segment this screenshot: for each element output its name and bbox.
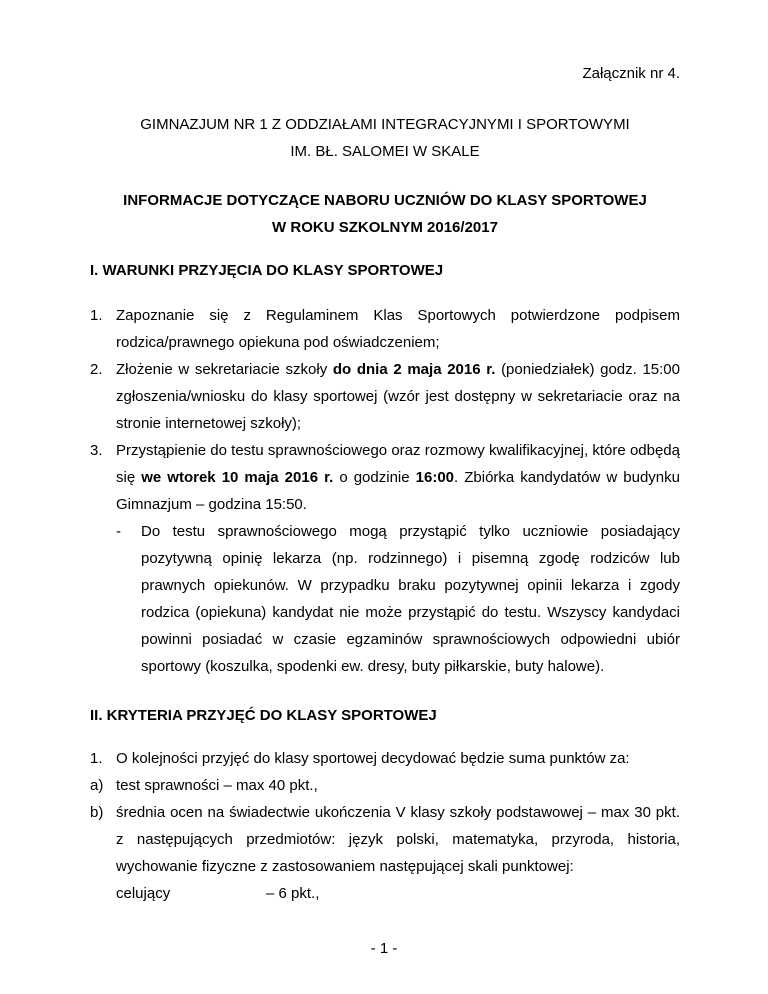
list-item-a — [90, 772, 680, 799]
grade-points: – 6 pkt., — [266, 885, 320, 902]
section-2-heading: II. KRYTERIA PRZYJĘĆ DO KLASY SPORTOWEJ — [90, 707, 437, 724]
bold-test-time: 16:00 — [415, 469, 455, 486]
list-item-1 — [90, 302, 680, 356]
list-item-a-text: test sprawności – max 40 pkt., — [116, 777, 318, 794]
list-marker-II-1: 1. — [90, 750, 103, 767]
attachment-label: Załącznik nr 4. — [582, 65, 680, 82]
list-marker-3: 3. — [90, 442, 103, 459]
section-1-heading: I. WARUNKI PRZYJĘCIA DO KLASY SPORTOWEJ — [90, 262, 444, 279]
list-marker-1: 1. — [90, 307, 103, 324]
list-item-2 — [90, 356, 680, 437]
school-name-line-2: IM. BŁ. SALOMEI W SKALE — [290, 143, 480, 160]
list-item-1-text: Zapoznanie się z Regulaminem Klas Sportowych potwierdzone podpisem rodzica/prawnego opiekuna pod oświadczeniem; — [116, 307, 680, 351]
text-segment: (poniedziałek) godz. 15:00 zgłoszenia/wniosku do klasy sportowej (wzór jest dostępny w sekretariacie oraz na stronie internetowej szkoły); — [116, 361, 680, 432]
school-name — [90, 111, 680, 165]
list-item-b-text: średnia ocen na świadectwie ukończenia V klasy szkoły podstawowej – max 30 pkt. z następujących przedmiotów: język polski, matematyka, przyroda, historia, wychowanie fizyczne z zastosowaniem następującej skali punktowej: — [116, 804, 680, 875]
title-line-1: INFORMACJE DOTYCZĄCE NABORU UCZNIÓW DO KLASY SPORTOWEJ — [123, 192, 647, 209]
text-segment: . Zbiórka kandydatów w budynku Gimnazjum – godzina 15:50. — [116, 469, 680, 513]
text-segment: o godzinie — [333, 469, 416, 486]
grade-label: celujący — [116, 885, 171, 902]
list-item-3 — [90, 437, 680, 518]
bold-deadline-date: do dnia 2 maja 2016 r. — [332, 361, 496, 378]
dash-marker: - — [116, 523, 121, 540]
bold-test-date: we wtorek 10 maja 2016 r. — [141, 469, 334, 486]
page-number: - 1 - — [370, 940, 398, 957]
document-title — [90, 187, 680, 241]
list-item-II-1-text: O kolejności przyjęć do klasy sportowej decydować będzie suma punktów za: — [116, 750, 630, 767]
list-item-3-text — [116, 437, 680, 518]
school-name-line-1: GIMNAZJUM NR 1 Z ODDZIAŁAMI INTEGRACYJNYMI I SPORTOWYMI — [140, 116, 630, 133]
text-segment: Przystąpienie do testu sprawnościowego oraz rozmowy kwalifikacyjnej, które odbędą się — [116, 442, 680, 486]
list-marker-2: 2. — [90, 361, 103, 378]
list-item-II-1 — [90, 745, 680, 772]
list-marker-a: a) — [90, 777, 104, 794]
sub-list-item — [116, 518, 680, 680]
list-item-b — [90, 799, 680, 880]
grade-scale-row — [116, 880, 680, 907]
sub-list-item-text: Do testu sprawnościowego mogą przystąpić tylko uczniowie posiadający pozytywną opinię lekarza (np. rodzinnego) i pisemną zgodę rodziców lub prawnych opiekunów. W przypadku braku pozytywnej opinii lekarza i zgody rodzica (opiekuna) kandydat nie może przystąpić do testu. Wszyscy kandydaci powinni posiadać w czasie egzaminów sprawnościowych odpowiedni ubiór sportowy (koszulka, spodenki ew. dresy, buty piłkarskie, buty halowe). — [141, 523, 680, 675]
list-item-2-text — [116, 356, 680, 437]
list-marker-b: b) — [90, 804, 104, 821]
text-segment: Złożenie w sekretariacie szkoły — [116, 361, 333, 378]
title-line-2: W ROKU SZKOLNYM 2016/2017 — [272, 219, 498, 236]
